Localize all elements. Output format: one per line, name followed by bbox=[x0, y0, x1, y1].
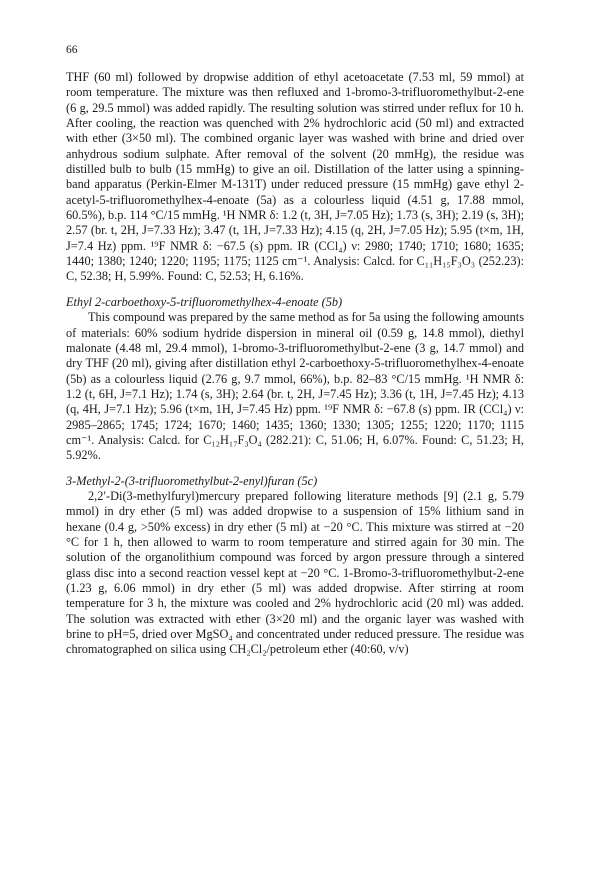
paragraph-synthesis-5c: 2,2′-Di(3-methylfuryl)mercury prepared following literature methods [9] (2.1 g, 5.79 mmol) in dry ether (5 ml) was added dropwise to a suspension of 15% lithium sand in hexane (0.4 g, >50% excess) in dry ether (5 ml) at −20 °C. This mixture was stirred at −20 °C for 1 h, then allowed to warm to room temperature and stirred again for 30 min. The solution of the organolithium compound was forced by argon pressure through a sintered glass disc into a second reaction vessel kept at −20 °C. 1-Bromo-3-trifluoromethylbut-2-ene (1.23 g, 6.06 mmol) in dry ether (5 ml) was added dropwise. After stirring at room temperature for 3 h, the mixture was cooled and 2% hydrochloric acid (20 ml) was added. The solution was extracted with ether (3×20 ml) and the organic layer was washed with brine to pH=5, dried over MgSO₄ and concentrated under reduced pressure. The residue was chromatographed on silica using CH₂Cl₂/petroleum ether (40:60, v/v) bbox=[66, 488, 524, 657]
page-number: 66 bbox=[66, 44, 78, 56]
section-heading-5c: 3-Methyl-2-(3-trifluoromethylbut-2-enyl)furan (5c) bbox=[66, 473, 318, 488]
section-heading-5b: Ethyl 2-carboethoxy-5-trifluoromethylhex-4-enoate (5b) bbox=[66, 294, 343, 309]
paragraph-synthesis-5a: THF (60 ml) followed by dropwise addition of ethyl acetoacetate (7.53 ml, 59 mmol) at room temperature. The mixture was then refluxed and 1-bromo-3-trifluoromethylbut-2-ene (6 g, 29.5 mmol) was added rapidly. The resulting solution was stirred under reflux for 10 h. After cooling, the reaction was quenched with 2% hydrochloric acid (50 ml) and extracted with ether (3×50 ml). The combined organic layer was washed with brine and dried over anhydrous sodium sulphate. After removal of the solvent (20 mmHg), the residue was distilled bulb to bulb (15 mmHg) to give an oil. Distillation of the latter using a spinning-band apparatus (Perkin-Elmer M-131T) under reduced pressure (15 mmHg) gave ethyl 2-acetyl-5-trifluoromethylhex-4-enoate (5a) as a colourless liquid (4.51 g, 17.88 mmol, 60.5%), b.p. 114 °C/15 mmHg. ¹H NMR δ: 1.2 (t, 3H, J=7.05 Hz); 1.73 (s, 3H); 2.19 (s, 3H); 2.57 (br. t, 2H, J=7.33 Hz); 3.47 (t, 1H, J=7.33 Hz); 4.15 (q, 2H, J=7.05 Hz); 5.95 (t×m, 1H, J=7.4 Hz) ppm. ¹⁹F NMR δ: −67.5 (s) ppm. IR (CCl₄) ν: 2980; 1740; 1710; 1680; 1635; 1440; 1380; 1240; 1220; 1195; 1175; 1125 cm⁻¹. Analysis: Calcd. for C₁₁H₁₅F₃O₃ (252.23): C, 52.38; H, 5.99%. Found: C, 52.53; H, 6.16%. bbox=[66, 70, 524, 284]
paragraph-synthesis-5b: This compound was prepared by the same method as for 5a using the following amounts of materials: 60% sodium hydride dispersion in mineral oil (0.59 g, 14.8 mmol), diethyl malonate (4.48 ml, 29.4 mmol), 1-bromo-3-trifluoromethylbut-2-ene (3 g, 14.7 mmol) and dry THF (20 ml), giving after distillation ethyl 2-carboethoxy-5-trifluoromethylhex-4-enoate (5b) as a colourless liquid (2.76 g, 9.7 mmol, 66%), b.p. 82–83 °C/15 mmHg. ¹H NMR δ: 1.2 (t, 6H, J=7.1 Hz); 1.74 (s, 3H); 2.64 (br. t, 2H, J=7.45 Hz); 3.36 (t, 1H, J=7.45 Hz); 4.13 (q, 4H, J=7.1 Hz); 5.96 (t×m, 1H, J=7.45 Hz) ppm. ¹⁹F NMR δ: −67.8 (s) ppm. IR (CCl₄) ν: 2985–2865; 1745; 1724; 1670; 1460; 1435; 1360; 1330; 1305; 1255; 1220; 1170; 1115 cm⁻¹. Analysis: Calcd. for C₁₂H₁₇F₃O₄ (282.21): C, 51.06; H, 6.07%. Found: C, 51.23; H, 5.92%. bbox=[66, 310, 524, 463]
paper-body bbox=[66, 70, 524, 658]
